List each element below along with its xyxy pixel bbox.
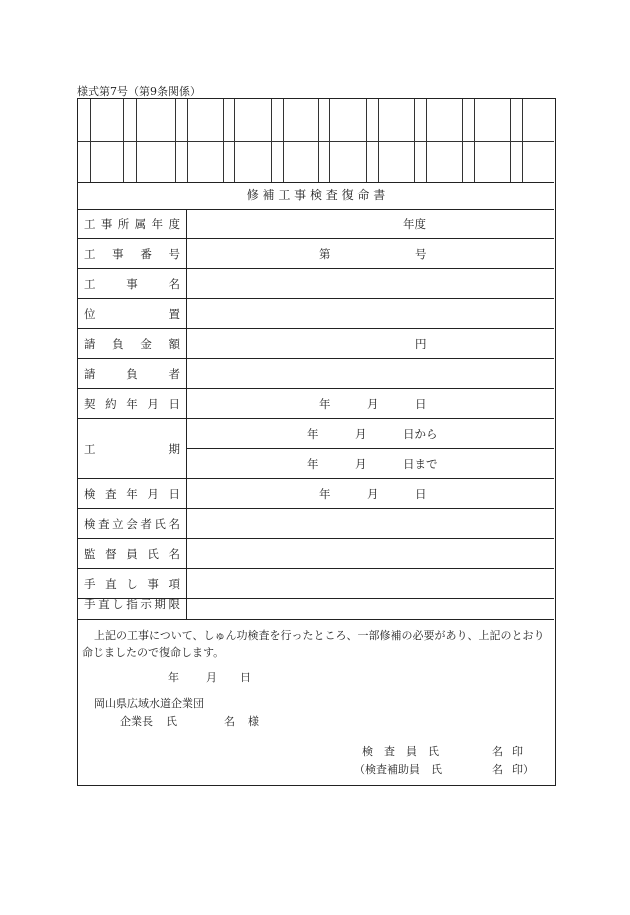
assistant-label: （検査補助員 氏 <box>354 763 442 776</box>
report-paragraph: 上記の工事について、しゅん功検査を行ったところ、一部修補の必要があり、上記のとおり命じましたので復命します。 <box>82 629 545 659</box>
row-witness-name <box>78 509 554 539</box>
date-year: 年 <box>168 671 179 684</box>
witness-name-value[interactable] <box>187 509 554 538</box>
form-frame <box>77 98 556 786</box>
row-label: 請 負 金 額 <box>84 336 180 351</box>
project-name-value[interactable] <box>187 269 554 298</box>
document-title: 修 補 工 事 検 査 復 命 書 <box>78 182 554 210</box>
row-project-name <box>78 269 554 299</box>
stamp-grid <box>78 99 554 183</box>
row-label: 手 直 し 事 項 <box>84 576 180 591</box>
period-start-value[interactable]: 年 月 日から <box>307 426 438 441</box>
addressee-shi: 氏 <box>166 715 177 728</box>
row-contract-amount <box>78 329 554 359</box>
addressee-sama: 様 <box>248 715 259 728</box>
row-contractor <box>78 359 554 389</box>
row-contract-date <box>78 389 554 419</box>
row-label: 契 約 年 月 日 <box>84 396 180 411</box>
inspection-date-value[interactable]: 年 月 日 <box>319 486 427 501</box>
row-label: 工 事 所 属 年 度 <box>84 216 180 231</box>
row-project-number <box>78 239 554 269</box>
row-label: 工 事 番 号 <box>84 246 180 261</box>
row-label: 検 査 年 月 日 <box>84 486 180 501</box>
row-fiscal-year <box>78 209 554 239</box>
row-inspection-date <box>78 479 554 509</box>
row-location <box>78 299 554 329</box>
assistant-name: 名 <box>492 763 503 776</box>
row-label: 監 督 員 氏 名 <box>84 546 180 561</box>
row-fix-deadline <box>78 589 554 620</box>
date-month: 月 <box>206 671 217 684</box>
location-value[interactable] <box>187 299 554 328</box>
row-supervisor-name <box>78 539 554 569</box>
row-label: 工 期 <box>84 441 180 456</box>
contractor-value[interactable] <box>187 359 554 388</box>
inspector-label: 検 査 員 氏 <box>362 745 439 758</box>
fix-deadline-value[interactable] <box>187 589 554 619</box>
addressee-title: 企業長 <box>120 715 153 728</box>
addressee-name: 名 <box>224 715 235 728</box>
organization-name: 岡山県広域水道企業団 <box>94 697 204 710</box>
fiscal-year-value[interactable]: 年度 <box>403 216 426 231</box>
contract-date-value[interactable]: 年 月 日 <box>319 396 427 411</box>
form-number-label: 様式第7号（第9条関係） <box>77 85 201 98</box>
row-label: 請 負 者 <box>84 366 180 381</box>
row-label: 位 置 <box>84 306 180 321</box>
period-end-value[interactable]: 年 月 日まで <box>307 456 438 471</box>
row-label: 検 査 立 会 者 氏 名 <box>84 516 180 531</box>
inspector-name: 名 <box>492 745 503 758</box>
contract-amount-value[interactable]: 円 <box>415 336 427 351</box>
date-day: 日 <box>240 671 251 684</box>
row-construction-period <box>78 419 554 479</box>
inspector-seal: 印 <box>512 745 523 758</box>
row-label: 工 事 名 <box>84 276 180 291</box>
project-number-value[interactable]: 第 号 <box>319 246 427 261</box>
row-label: 手 直 し 指 示 期 限 <box>84 597 180 611</box>
assistant-seal: 印） <box>512 763 534 776</box>
supervisor-name-value[interactable] <box>187 539 554 568</box>
